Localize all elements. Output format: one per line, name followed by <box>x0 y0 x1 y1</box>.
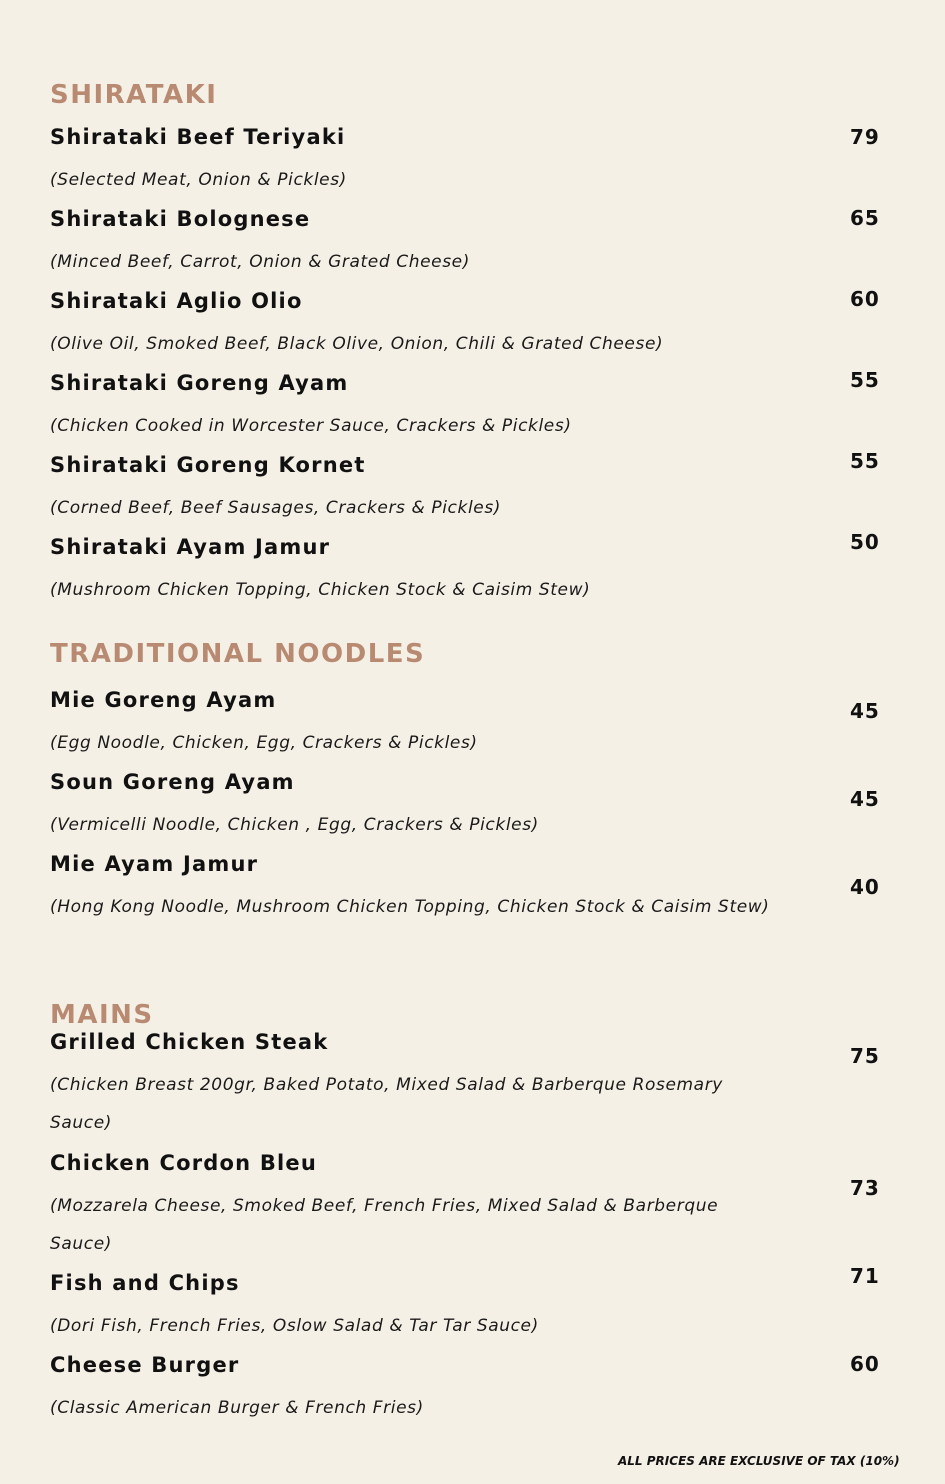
menu-item-price: 79 <box>850 125 880 149</box>
menu-item-description: (Olive Oil, Smoked Beef, Black Olive, Onion, Chili & Grated Cheese) <box>50 334 664 354</box>
menu-item-name: Cheese Burger <box>50 1353 240 1377</box>
menu-item-price: 73 <box>850 1176 880 1200</box>
tax-footnote: ALL PRICES ARE EXCLUSIVE OF TAX (10%) <box>618 1454 900 1468</box>
menu-item-description: (Mushroom Chicken Topping, Chicken Stock & Caisim Stew) <box>50 580 591 600</box>
menu-item-price: 40 <box>850 875 880 899</box>
menu-item-name: Soun Goreng Ayam <box>50 770 295 794</box>
menu-item-price: 60 <box>850 287 880 311</box>
section-title-mains: MAINS <box>50 1000 154 1030</box>
menu-item-description: (Chicken Breast 200gr, Baked Potato, Mixed Salad & Barberque Rosemary Sauce) <box>50 1075 723 1133</box>
menu-item-name: Shirataki Goreng Kornet <box>50 453 366 477</box>
menu-item-price: 75 <box>850 1044 880 1068</box>
menu-item-name: Shirataki Beef Teriyaki <box>50 125 346 149</box>
menu-item-description: (Classic American Burger & French Fries) <box>50 1398 424 1418</box>
menu-item-price: 45 <box>850 787 880 811</box>
menu-item-name: Mie Goreng Ayam <box>50 688 277 712</box>
menu-item-price: 50 <box>850 530 880 554</box>
section-title-traditional-noodles: TRADITIONAL NOODLES <box>50 639 426 669</box>
menu-item-description: (Chicken Cooked in Worcester Sauce, Crackers & Pickles) <box>50 416 572 436</box>
menu-item-description: (Vermicelli Noodle, Chicken , Egg, Crackers & Pickles) <box>50 815 539 835</box>
menu-item-name: Shirataki Ayam Jamur <box>50 535 331 559</box>
menu-item-description: (Egg Noodle, Chicken, Egg, Crackers & Pickles) <box>50 733 478 753</box>
menu-item-description: (Minced Beef, Carrot, Onion & Grated Cheese) <box>50 252 470 272</box>
menu-item-name: Grilled Chicken Steak <box>50 1030 329 1054</box>
menu-item-price: 71 <box>850 1264 880 1288</box>
menu-item-name: Fish and Chips <box>50 1271 240 1295</box>
menu-item-name: Shirataki Aglio Olio <box>50 289 303 313</box>
menu-item-name: Shirataki Bolognese <box>50 207 311 231</box>
menu-item-price: 45 <box>850 699 880 723</box>
menu-item-price: 55 <box>850 449 880 473</box>
menu-item-price: 65 <box>850 206 880 230</box>
menu-item-description: (Hong Kong Noodle, Mushroom Chicken Topping, Chicken Stock & Caisim Stew) <box>50 897 770 917</box>
menu-item-description: (Dori Fish, French Fries, Oslow Salad & Tar Tar Sauce) <box>50 1316 539 1336</box>
menu-item-description: (Selected Meat, Onion & Pickles) <box>50 170 347 190</box>
menu-item-description: (Corned Beef, Beef Sausages, Crackers & Pickles) <box>50 498 502 518</box>
menu-item-description: (Mozzarela Cheese, Smoked Beef, French Fries, Mixed Salad & Barberque Sauce) <box>50 1196 719 1254</box>
menu-item-price: 60 <box>850 1352 880 1376</box>
menu-item-name: Shirataki Goreng Ayam <box>50 371 349 395</box>
menu-item-price: 55 <box>850 368 880 392</box>
section-title-shirataki: SHIRATAKI <box>50 80 218 110</box>
menu-item-name: Chicken Cordon Bleu <box>50 1151 318 1175</box>
menu-item-name: Mie Ayam Jamur <box>50 852 259 876</box>
